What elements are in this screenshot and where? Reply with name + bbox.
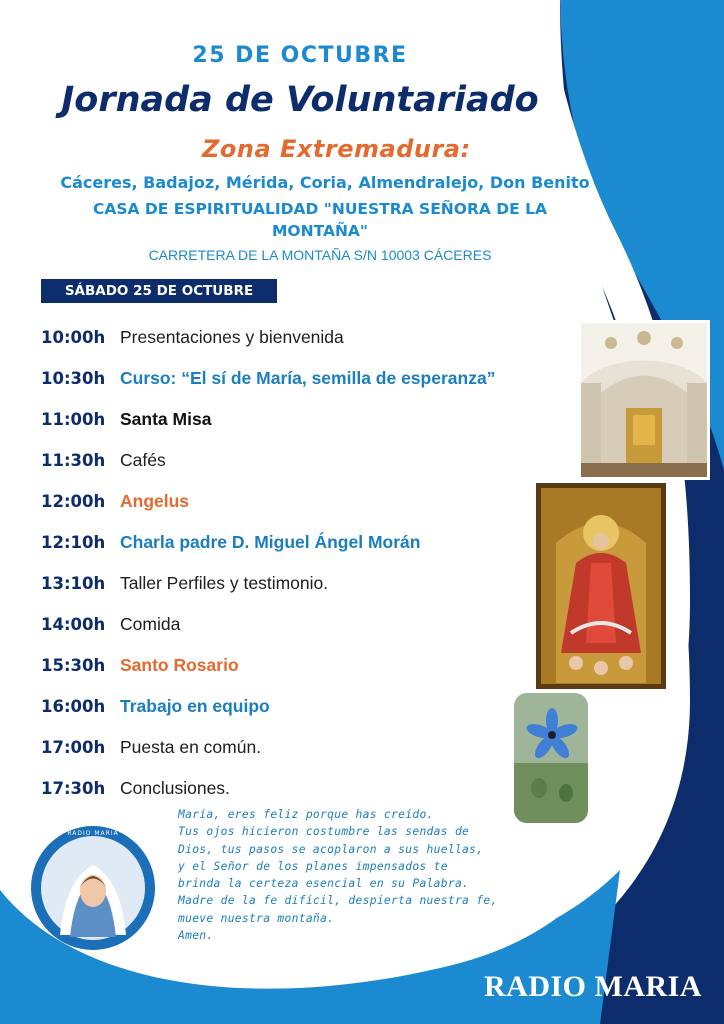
schedule-text: Comida (120, 614, 181, 634)
schedule-row (41, 614, 180, 635)
prayer-text (178, 806, 550, 944)
schedule-time: 10:30h (41, 369, 106, 388)
schedule-time: 11:30h (41, 451, 106, 470)
prayer-line: mueve nuestra montaña. (178, 911, 335, 925)
schedule-row (41, 737, 261, 758)
event-title: Jornada de Voluntariado (61, 80, 539, 120)
schedule-row (41, 327, 344, 348)
schedule-text: Conclusiones. (120, 778, 230, 798)
prayer-line: brinda la certeza esencial en su Palabra. (178, 877, 470, 891)
venue-name (60, 198, 580, 242)
venue-address: CARRETERA DE LA MONTAÑA S/N 10003 CÁCERES (148, 247, 492, 263)
venue-line-1: CASA DE ESPIRITUALIDAD "NUESTRA SEÑORA DE LA (92, 200, 548, 218)
virgin-statue-photo (533, 480, 669, 692)
prayer-line: Amen. (178, 929, 214, 943)
schedule-time: 13:10h (41, 574, 106, 593)
schedule-time: 11:00h (41, 410, 106, 429)
logo-badge-text: RADIO MARIA (67, 830, 119, 837)
schedule-time: 17:30h (41, 779, 106, 798)
church-interior-photo (578, 320, 710, 480)
prayer-line: María, eres feliz porque has creído. (178, 808, 434, 821)
schedule-time: 15:30h (41, 656, 106, 675)
brand-name: RADIO MARIA (484, 970, 702, 1003)
schedule-row (41, 409, 211, 430)
schedule-text: Puesta en común. (120, 737, 262, 757)
schedule-row (41, 696, 270, 717)
schedule-time: 14:00h (41, 615, 106, 634)
schedule-row (41, 778, 230, 799)
schedule-text: Curso: “El sí de María, semilla de esperanza” (120, 368, 496, 388)
event-date: 25 DE OCTUBRE (192, 43, 408, 68)
schedule-text: Trabajo en equipo (120, 696, 270, 716)
schedule-text: Cafés (120, 450, 166, 470)
virgin-mary-logo (30, 825, 156, 951)
cities-list: Cáceres, Badajoz, Mérida, Coria, Almendralejo, Don Benito (60, 173, 590, 192)
schedule-time: 12:10h (41, 533, 106, 552)
schedule-text: Presentaciones y bienvenida (120, 327, 344, 347)
schedule-text: Angelus (120, 491, 190, 511)
schedule-time: 17:00h (41, 738, 106, 757)
venue-line-2: MONTAÑA" (272, 222, 368, 240)
prayer-line: Dios, tus pasos se acoplaron a sus huellas, (178, 842, 484, 856)
schedule-row (41, 655, 239, 676)
schedule-row (41, 573, 328, 594)
prayer-line: Madre de la fe difícil, despierta nuestra fe, (178, 894, 498, 908)
schedule-row (41, 368, 495, 389)
schedule-row (41, 532, 420, 553)
schedule-text: Charla padre D. Miguel Ángel Morán (120, 532, 421, 552)
day-label-bar: SÁBADO 25 DE OCTUBRE (41, 279, 277, 303)
schedule-time: 16:00h (41, 697, 106, 716)
zone-label: Zona Extremadura: (202, 135, 471, 163)
schedule-time: 12:00h (41, 492, 106, 511)
schedule-row (41, 491, 189, 512)
schedule-text: Santo Rosario (120, 655, 239, 675)
prayer-line: Tus ojos hicieron costumbre las sendas de (178, 825, 470, 839)
schedule-text: Taller Perfiles y testimonio. (120, 573, 329, 593)
schedule-row (41, 450, 166, 471)
schedule-text: Santa Misa (120, 409, 212, 429)
prayer-line: y el Señor de los planes impensados te (178, 859, 448, 873)
radio-maria-logo (484, 970, 714, 1010)
schedule-time: 10:00h (41, 328, 106, 347)
